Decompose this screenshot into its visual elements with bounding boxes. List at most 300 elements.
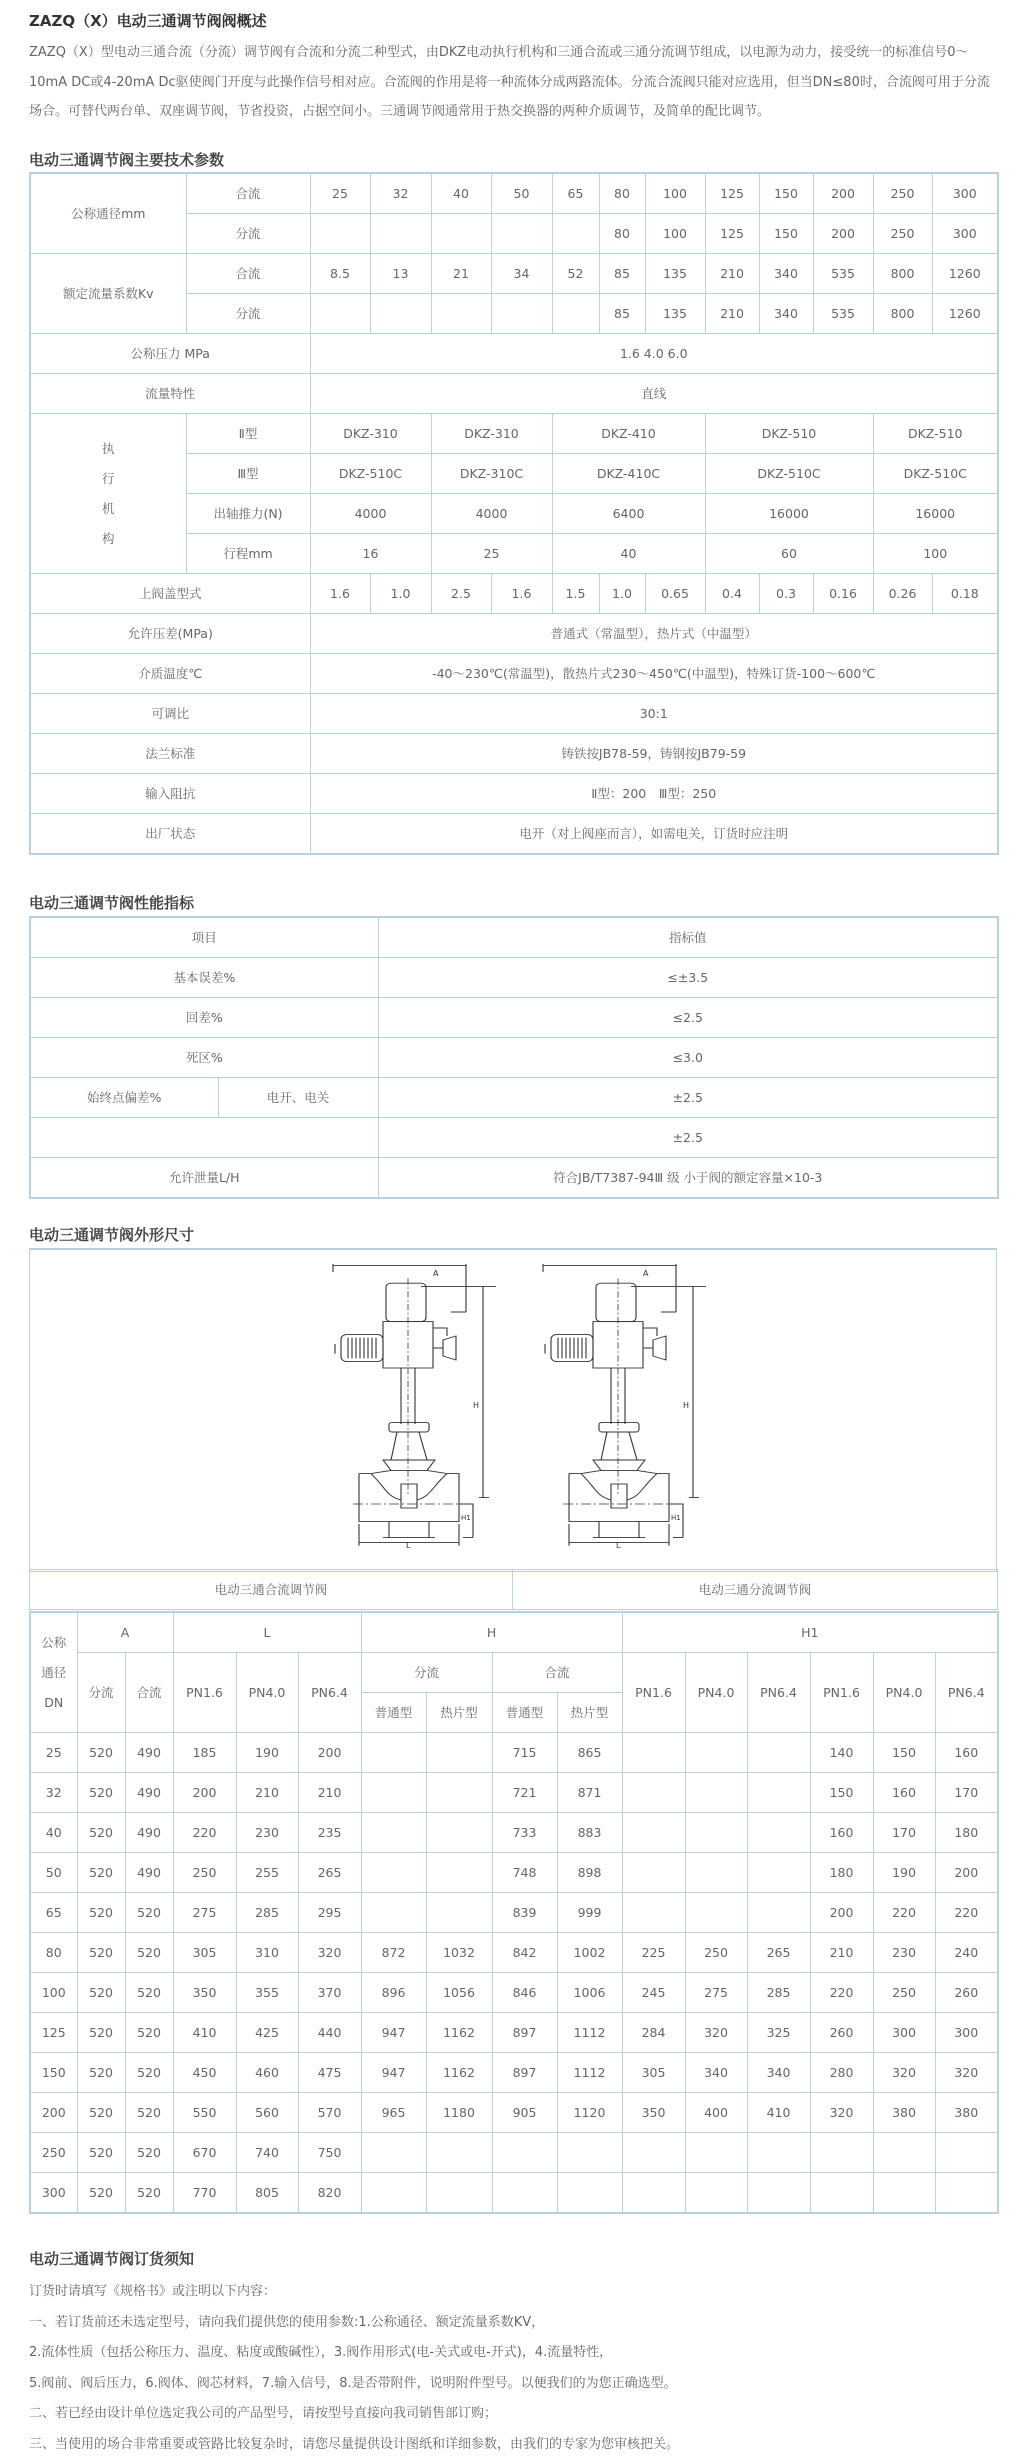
cell-dimension <box>747 2173 810 2214</box>
cell-dimension: 520 <box>77 1733 125 1773</box>
header-l-pn16: PN1.6 <box>173 1653 236 1733</box>
cell-dimension: 180 <box>810 1853 873 1893</box>
cell-dimension: 300 <box>873 2013 935 2053</box>
cell-dimension: 490 <box>125 1733 173 1773</box>
cell-dimension: 200 <box>935 1853 998 1893</box>
actuator-sub-label: Ⅱ型 <box>186 414 310 454</box>
actuator-cell: DKZ-310C <box>431 454 552 494</box>
cell-dimension <box>685 1733 747 1773</box>
perf-sub-endpoint: 电开、电关 <box>218 1078 378 1118</box>
table-row <box>30 1038 998 1078</box>
cell-dimension: 250 <box>685 1933 747 1973</box>
cell-dimension <box>747 1773 810 1813</box>
cell-dimension <box>622 2173 685 2214</box>
cell-dimension: 380 <box>935 2093 998 2133</box>
cell-dimension: 250 <box>873 1973 935 2013</box>
header-h1-pn64: PN6.4 <box>935 1653 998 1733</box>
table-row <box>30 998 998 1038</box>
cell-dimension: 490 <box>125 1853 173 1893</box>
table-row <box>30 1893 998 1933</box>
cell-dn: 100 <box>30 1973 77 2013</box>
tech-params-heading: 电动三通调节阀主要技术参数 <box>29 149 224 170</box>
actuator-cell: DKZ-510C <box>705 454 873 494</box>
table-row <box>30 574 998 614</box>
cell-dn: 50 <box>30 1853 77 1893</box>
cell-dn-split <box>310 214 370 254</box>
cell-dn: 250 <box>30 2133 77 2173</box>
cell-kv-split: 135 <box>645 294 705 334</box>
cell-dimension <box>426 1733 492 1773</box>
perf-item-leakage: 允许泄量L/H <box>30 1158 378 1199</box>
cell-dn-merge: 25 <box>310 173 370 214</box>
cell-dimension: 520 <box>125 2093 173 2133</box>
cell-dimension: 733 <box>492 1813 557 1853</box>
nominal-pressure-label: 公称压力 MPa <box>30 334 310 374</box>
cell-dimension: 490 <box>125 1813 173 1853</box>
cell-dimension: 305 <box>173 1933 236 1973</box>
cell-kv-merge: 340 <box>759 254 813 294</box>
header-l-pn64: PN6.4 <box>298 1653 361 1733</box>
cell-dn-split: 250 <box>873 214 932 254</box>
actuator-cell: DKZ-510 <box>705 414 873 454</box>
actuator-cell: 16 <box>310 534 431 574</box>
cell-dimension: 999 <box>557 1893 622 1933</box>
actuator-cell: 4000 <box>431 494 552 534</box>
input-impedance-value: Ⅱ型：200 Ⅲ型：250 <box>310 774 998 814</box>
cell-dimension: 230 <box>236 1813 298 1853</box>
cell-dimension: 255 <box>236 1853 298 1893</box>
table-row <box>30 917 998 958</box>
cell-dimension <box>361 1893 426 1933</box>
cell-dimension: 245 <box>622 1973 685 2013</box>
cell-dimension <box>935 2133 998 2173</box>
cell-dimension: 570 <box>298 2093 361 2133</box>
cell-dimension: 260 <box>810 2013 873 2053</box>
cell-dimension: 150 <box>873 1733 935 1773</box>
cell-dn-merge: 50 <box>491 173 552 214</box>
cell-dimension: 350 <box>622 2093 685 2133</box>
cell-kv-split: 535 <box>813 294 873 334</box>
cell-dimension: 1120 <box>557 2093 622 2133</box>
cell-dn-split: 200 <box>813 214 873 254</box>
actuator-cell: 16000 <box>873 494 998 534</box>
cell-dimension: 285 <box>236 1893 298 1933</box>
cell-dimension: 275 <box>173 1893 236 1933</box>
header-h1-pn40: PN4.0 <box>873 1653 935 1733</box>
header-value: 指标值 <box>378 917 998 958</box>
actuator-sub-label: 行程mm <box>186 534 310 574</box>
cell-kv-merge: 13 <box>370 254 431 294</box>
cell-dimension <box>361 1853 426 1893</box>
table-row <box>30 2013 998 2053</box>
table-row <box>30 1973 998 2013</box>
table-row <box>30 254 998 294</box>
cell-dn-merge: 200 <box>813 173 873 214</box>
cell-dimension: 1002 <box>557 1933 622 1973</box>
cell-dimension <box>557 2133 622 2173</box>
order-note-line: 订货时请填写《规格书》或注明以下内容： <box>29 2277 679 2308</box>
perf-item: 基本误差% <box>30 958 378 998</box>
cell-kv-split <box>310 294 370 334</box>
allowable-pressure-diff-label: 允许压差(MPa) <box>30 614 310 654</box>
perf-value: 符合JB/T7387-94Ⅲ 级 小于阀的额定容量×10-3 <box>378 1158 998 1199</box>
cell-dimension: 410 <box>747 2093 810 2133</box>
cell-kv-merge: 210 <box>705 254 759 294</box>
header-l-pn40: PN4.0 <box>236 1653 298 1733</box>
perf-item: 回差% <box>30 998 378 1038</box>
cell-dimension: 947 <box>361 2013 426 2053</box>
cell-dimension <box>873 2133 935 2173</box>
table-row <box>30 654 998 694</box>
cell-dimension: 340 <box>747 2053 810 2093</box>
cell-bonnet: 1.5 <box>552 574 599 614</box>
cell-dimension: 842 <box>492 1933 557 1973</box>
actuator-cell: 16000 <box>705 494 873 534</box>
cell-dimension: 320 <box>873 2053 935 2093</box>
cell-kv-split <box>552 294 599 334</box>
cell-dimension: 1112 <box>557 2053 622 2093</box>
order-note-line: 一、若订货前还未选定型号，请向我们提供您的使用参数:1.公称通径、额定流量系数KV， <box>29 2308 679 2339</box>
table-row <box>30 173 998 214</box>
cell-dn-merge: 125 <box>705 173 759 214</box>
valve-drawings <box>30 1250 996 1571</box>
cell-dimension: 1112 <box>557 2013 622 2053</box>
cell-kv-split: 85 <box>599 294 645 334</box>
header-l: L <box>173 1612 361 1653</box>
cell-dimension <box>685 2133 747 2173</box>
cell-dn-split <box>431 214 491 254</box>
header-item: 项目 <box>30 917 378 958</box>
cell-dimension: 425 <box>236 2013 298 2053</box>
cell-dimension: 520 <box>125 1933 173 1973</box>
table-row <box>30 2173 998 2214</box>
cell-dimension: 1162 <box>426 2053 492 2093</box>
cell-dimension: 520 <box>125 2053 173 2093</box>
cell-dimension <box>426 1813 492 1853</box>
cell-dimension: 320 <box>935 2053 998 2093</box>
cell-dimension: 450 <box>173 2053 236 2093</box>
cell-dimension: 210 <box>810 1933 873 1973</box>
cell-dimension: 200 <box>810 1893 873 1933</box>
cell-dimension: 260 <box>935 1973 998 2013</box>
input-impedance-label: 输入阻抗 <box>30 774 310 814</box>
table-row <box>30 1773 998 1813</box>
cell-dimension <box>747 1733 810 1773</box>
table-row <box>30 334 998 374</box>
cell-dimension: 520 <box>77 2093 125 2133</box>
cell-dimension: 965 <box>361 2093 426 2133</box>
flange-standard-label: 法兰标准 <box>30 734 310 774</box>
cell-dimension: 520 <box>77 2013 125 2053</box>
cell-dimension: 210 <box>298 1773 361 1813</box>
cell-dimension: 865 <box>557 1733 622 1773</box>
header-h: H <box>361 1612 622 1653</box>
cell-dimension: 520 <box>77 2133 125 2173</box>
header-a-split: 分流 <box>77 1653 125 1733</box>
cell-kv-split: 1260 <box>932 294 998 334</box>
table-row <box>30 1733 998 1773</box>
cell-dimension <box>492 2173 557 2214</box>
cell-bonnet: 1.0 <box>370 574 431 614</box>
cell-dimension: 325 <box>747 2013 810 2053</box>
cell-dimension <box>935 2173 998 2214</box>
cell-dimension: 520 <box>77 1893 125 1933</box>
medium-temperature-value: -40～230℃(常温型)，散热片式230～450℃(中温型)，特殊订货-100～600℃ <box>310 654 998 694</box>
header-a-merge: 合流 <box>125 1653 173 1733</box>
cell-dimension: 200 <box>173 1773 236 1813</box>
cell-dimension: 520 <box>125 1973 173 2013</box>
cell-dimension: 190 <box>873 1853 935 1893</box>
overview-paragraph: ZAZQ（X）型电动三通合流（分流）调节阀有合流和分流二种型式，由DKZ电动执行机构和三通合流或三通分流调节组成，以电源为动力，接受统一的标准信号0～10mA DC或4-20mA Dc驱使阀门开度与此操作信号相对应。合流阀的作用是将一种流体分成两路流体。分流合流阀只能对应选用，但当DN≤80时，合流阀可用于分流场合。可替代两台单、双座调节阀，节省投资，占据空间小。三通调节阀通常用于热交换器的两种介质调节，及简单的配比调节。 <box>29 38 997 127</box>
cell-dn: 25 <box>30 1733 77 1773</box>
header-dn: 公称 通径 DN <box>30 1612 77 1733</box>
perf-item-endpoint: 始终点偏差% <box>30 1078 218 1118</box>
table-row <box>30 1813 998 1853</box>
cell-dimension: 305 <box>622 2053 685 2093</box>
cell-dimension <box>685 2173 747 2214</box>
header-h1-pn16: PN1.6 <box>622 1653 685 1733</box>
cell-dimension <box>685 1813 747 1853</box>
cell-dimension <box>747 2133 810 2173</box>
cell-dimension: 715 <box>492 1733 557 1773</box>
header-merge-normal: 普通型 <box>492 1693 557 1733</box>
cell-kv-merge: 52 <box>552 254 599 294</box>
order-note-line: 三、当使用的场合非常重要或管路比较复杂时，请您尽量提供设计图纸和详细参数，由我们的专家为您审核把关。 <box>29 2430 679 2460</box>
cell-dn-merge: 32 <box>370 173 431 214</box>
cell-kv-split: 210 <box>705 294 759 334</box>
cell-dimension: 190 <box>236 1733 298 1773</box>
cell-dn-split <box>552 214 599 254</box>
actuator-cell: 60 <box>705 534 873 574</box>
cell-dimension: 1162 <box>426 2013 492 2053</box>
cell-dimension: 670 <box>173 2133 236 2173</box>
header-split-normal: 普通型 <box>361 1693 426 1733</box>
cell-dimension <box>426 1853 492 1893</box>
cell-dimension: 740 <box>236 2133 298 2173</box>
cell-dimension: 520 <box>125 2133 173 2173</box>
tech-params-table <box>29 172 999 855</box>
cell-dimension: 160 <box>935 1733 998 1773</box>
cell-kv-merge: 85 <box>599 254 645 294</box>
cell-dimension: 475 <box>298 2053 361 2093</box>
cell-dimension: 1180 <box>426 2093 492 2133</box>
cell-dimension: 1056 <box>426 1973 492 2013</box>
cell-dimension: 520 <box>77 1933 125 1973</box>
cell-dn: 150 <box>30 2053 77 2093</box>
table-row <box>30 2053 998 2093</box>
cell-dimension: 1006 <box>557 1973 622 2013</box>
factory-state-value: 电开（对上阀座而言），如需电关，订货时应注明 <box>310 814 998 855</box>
cell-bonnet: 0.3 <box>759 574 813 614</box>
cell-dimension: 140 <box>810 1733 873 1773</box>
cell-dimension: 898 <box>557 1853 622 1893</box>
flow-characteristic-value: 直线 <box>310 374 998 414</box>
cell-dimension: 285 <box>747 1973 810 2013</box>
header-h1-pn64: PN6.4 <box>747 1653 810 1733</box>
cell-dimension <box>622 1773 685 1813</box>
cell-dimension: 897 <box>492 2053 557 2093</box>
cell-dimension: 370 <box>298 1973 361 2013</box>
cell-dimension: 230 <box>873 1933 935 1973</box>
allowable-pressure-diff-value: 普通式（常温型），热片式（中温型） <box>310 614 998 654</box>
cell-dimension: 295 <box>298 1893 361 1933</box>
table-row <box>30 1933 998 1973</box>
cell-dimension: 210 <box>236 1773 298 1813</box>
sub-label-merge: 合流 <box>186 173 310 214</box>
actuator-cell: DKZ-410C <box>552 454 705 494</box>
cell-dimension: 820 <box>298 2173 361 2214</box>
cell-dimension: 320 <box>810 2093 873 2133</box>
header-h1: H1 <box>622 1612 998 1653</box>
cell-kv-merge: 21 <box>431 254 491 294</box>
cell-dimension: 250 <box>173 1853 236 1893</box>
cell-dn-split: 80 <box>599 214 645 254</box>
table-row <box>30 1853 998 1893</box>
cell-dn: 300 <box>30 2173 77 2214</box>
cell-dimension: 220 <box>873 1893 935 1933</box>
flange-standard-value: 铸铁按JB78-59，铸钢按JB79-59 <box>310 734 998 774</box>
table-row <box>30 774 998 814</box>
cell-dimension <box>361 2133 426 2173</box>
cell-dimension: 355 <box>236 1973 298 2013</box>
cell-dimension: 871 <box>557 1773 622 1813</box>
cell-kv-merge: 8.5 <box>310 254 370 294</box>
cell-dn-merge: 100 <box>645 173 705 214</box>
cell-dimension: 520 <box>125 2173 173 2214</box>
cell-dimension <box>622 2133 685 2173</box>
dimensions-table <box>29 1611 999 2214</box>
cell-dimension: 460 <box>236 2053 298 2093</box>
cell-dimension: 280 <box>810 2053 873 2093</box>
cell-dimension: 520 <box>77 2053 125 2093</box>
cell-dn: 65 <box>30 1893 77 1933</box>
cell-dimension: 905 <box>492 2093 557 2133</box>
dimension-label-l: L <box>406 1541 411 1550</box>
order-notes <box>29 2277 679 2460</box>
dimension-label-h1: H1 <box>461 1514 471 1522</box>
cell-dn-merge: 40 <box>431 173 491 214</box>
cell-dimension: 310 <box>236 1933 298 1973</box>
header-h-merge: 合流 <box>492 1653 622 1693</box>
cell-dimension <box>361 2173 426 2214</box>
dimension-label-a: A <box>643 1269 649 1278</box>
cell-dimension: 410 <box>173 2013 236 2053</box>
cell-bonnet: 0.18 <box>932 574 998 614</box>
cell-dimension: 320 <box>298 1933 361 1973</box>
cell-dn: 200 <box>30 2093 77 2133</box>
rangeability-label: 可调比 <box>30 694 310 734</box>
cell-dn-split: 125 <box>705 214 759 254</box>
actuator-cell: DKZ-310 <box>310 414 431 454</box>
nominal-pressure-value: 1.6 4.0 6.0 <box>310 334 998 374</box>
cell-bonnet: 0.65 <box>645 574 705 614</box>
cell-kv-split <box>370 294 431 334</box>
merge-valve-drawing <box>333 1264 496 1546</box>
order-note-line: 二、若已经由设计单位选定我公司的产品型号，请按型号直接向我司销售部订购； <box>29 2399 679 2430</box>
cell-dimension: 160 <box>873 1773 935 1813</box>
cell-dn-merge: 300 <box>932 173 998 214</box>
cell-dimension: 750 <box>298 2133 361 2173</box>
cell-dimension: 170 <box>935 1773 998 1813</box>
perf-value: ±2.5 <box>378 1078 998 1118</box>
actuator-cell: DKZ-410 <box>552 414 705 454</box>
cell-dimension: 883 <box>557 1813 622 1853</box>
table-row <box>30 814 998 855</box>
cell-dn-split <box>370 214 431 254</box>
cell-dn-split: 150 <box>759 214 813 254</box>
caption-merge-valve: 电动三通合流调节阀 <box>30 1570 513 1610</box>
table-row <box>30 1078 998 1118</box>
cell-dimension: 240 <box>935 1933 998 1973</box>
cell-bonnet: 0.16 <box>813 574 873 614</box>
cell-dimension: 220 <box>173 1813 236 1853</box>
medium-temperature-label: 介质温度℃ <box>30 654 310 694</box>
dimension-label-l: L <box>616 1541 621 1550</box>
sub-label-split: 分流 <box>186 214 310 254</box>
dimension-label-h1: H1 <box>671 1514 681 1522</box>
cell-dimension: 520 <box>77 1813 125 1853</box>
cell-dimension <box>622 1813 685 1853</box>
cell-kv-split <box>431 294 491 334</box>
table-row <box>30 694 998 734</box>
order-heading: 电动三通调节阀订货须知 <box>29 2248 194 2269</box>
bonnet-label: 上阀盖型式 <box>30 574 310 614</box>
cell-dn-merge: 250 <box>873 173 932 214</box>
perf-value: ±2.5 <box>378 1118 998 1158</box>
caption-split-valve: 电动三通分流调节阀 <box>513 1570 998 1610</box>
perf-value: ≤2.5 <box>378 998 998 1038</box>
actuator-sub-label: Ⅲ型 <box>186 454 310 494</box>
dimension-label-h: H <box>473 1401 479 1410</box>
row-label-nominal-diameter: 公称通径mm <box>30 173 186 254</box>
sub-label-merge: 合流 <box>186 254 310 294</box>
cell-bonnet: 1.6 <box>310 574 370 614</box>
cell-dimension: 275 <box>685 1973 747 2013</box>
cell-dimension: 380 <box>873 2093 935 2133</box>
cell-dimension <box>810 2133 873 2173</box>
empty-cell <box>30 1118 378 1158</box>
cell-dimension: 520 <box>125 2013 173 2053</box>
cell-dimension: 947 <box>361 2053 426 2093</box>
cell-dimension: 550 <box>173 2093 236 2133</box>
cell-dimension <box>426 2133 492 2173</box>
performance-table <box>29 916 999 1199</box>
cell-dimension <box>361 1733 426 1773</box>
cell-bonnet: 2.5 <box>431 574 491 614</box>
cell-dimension <box>426 1773 492 1813</box>
actuator-cell: 25 <box>431 534 552 574</box>
cell-bonnet: 1.6 <box>491 574 552 614</box>
cell-dimension <box>492 2133 557 2173</box>
perf-value: ≤±3.5 <box>378 958 998 998</box>
dimension-drawing-panel <box>29 1248 997 1572</box>
cell-dimension <box>557 2173 622 2214</box>
factory-state-label: 出厂状态 <box>30 814 310 855</box>
perf-item: 死区% <box>30 1038 378 1078</box>
actuator-sub-label: 出轴推力(N) <box>186 494 310 534</box>
cell-dimension: 160 <box>810 1813 873 1853</box>
cell-dimension: 440 <box>298 2013 361 2053</box>
cell-dimension: 721 <box>492 1773 557 1813</box>
actuator-cell: 40 <box>552 534 705 574</box>
actuator-cell: DKZ-310 <box>431 414 552 454</box>
cell-dimension: 225 <box>622 1933 685 1973</box>
header-h-split: 分流 <box>361 1653 492 1693</box>
cell-dimension: 284 <box>622 2013 685 2053</box>
actuator-cell: DKZ-510 <box>873 414 998 454</box>
cell-dimension <box>361 1773 426 1813</box>
cell-kv-split <box>491 294 552 334</box>
